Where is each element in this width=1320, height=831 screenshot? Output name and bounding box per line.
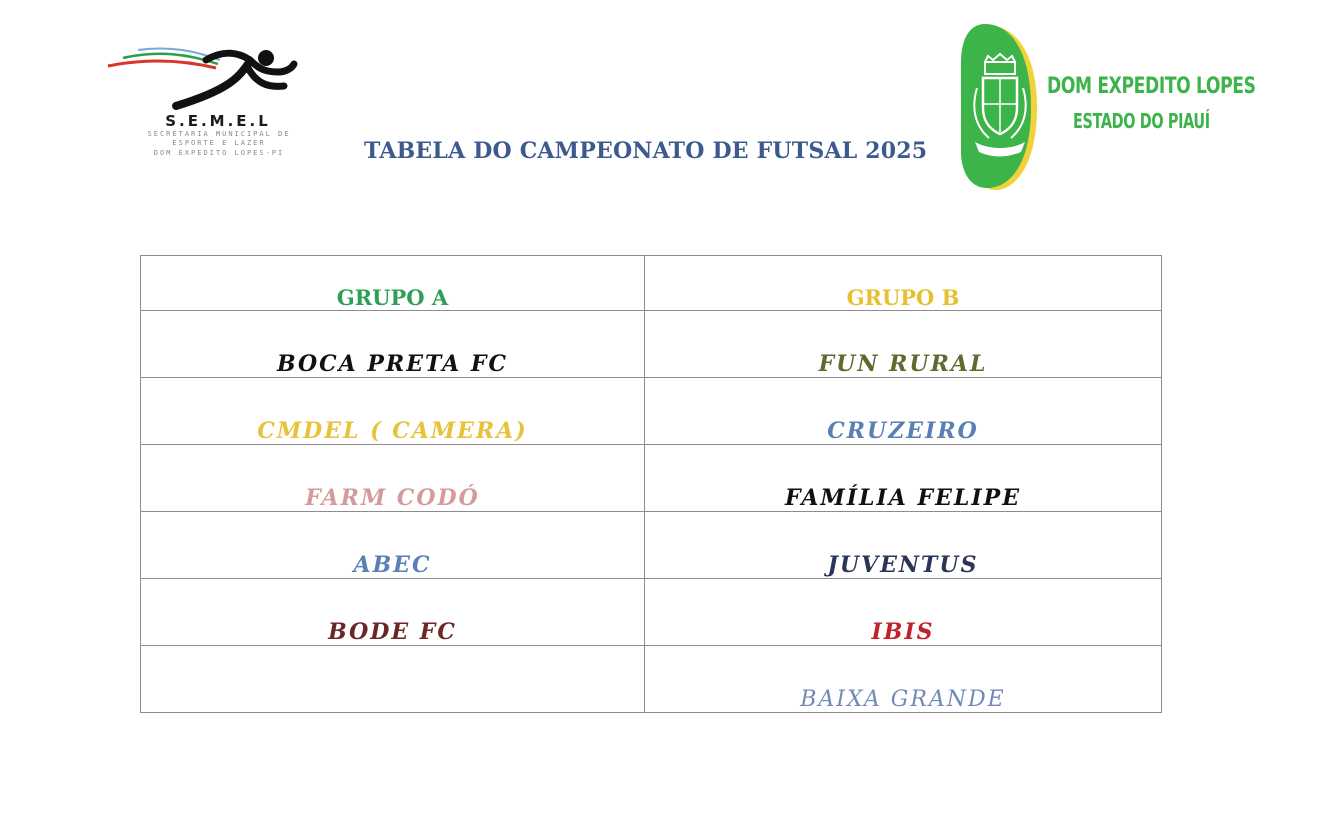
table-cell <box>141 579 645 646</box>
table-cell <box>141 311 645 378</box>
city-state: ESTADO DO PIAUÍ <box>1073 109 1210 133</box>
city-logo <box>955 22 1256 194</box>
semel-logo <box>88 38 350 166</box>
table-cell <box>645 579 1162 646</box>
table-row <box>141 646 1162 713</box>
groups-table <box>140 255 1162 713</box>
table-header-row <box>141 256 1162 311</box>
team-name: CRUZEIRO <box>827 418 979 444</box>
table-cell <box>141 378 645 445</box>
table-cell <box>141 445 645 512</box>
team-name: BAIXA GRANDE <box>800 687 1006 712</box>
team-name: ABEC <box>353 552 432 578</box>
table-cell <box>645 512 1162 579</box>
group-a-header <box>141 256 645 311</box>
semel-name: S.E.M.E.L <box>165 112 271 130</box>
table-cell <box>141 646 645 713</box>
coat-of-arms-icon <box>955 22 1045 194</box>
group-label: GRUPO B <box>846 285 960 310</box>
page-title: TABELA DO CAMPEONATO DE FUTSAL 2025 <box>364 138 928 164</box>
semel-subtitle-1: SECRETARIA MUNICIPAL DE <box>147 130 291 138</box>
table-row <box>141 311 1162 378</box>
table-row <box>141 378 1162 445</box>
team-name: FAMÍLIA FELIPE <box>785 485 1021 511</box>
group-label: GRUPO A <box>336 285 449 310</box>
table-cell <box>645 311 1162 378</box>
semel-subtitle-2: ESPORTE E LAZER <box>172 139 266 147</box>
team-name: JUVENTUS <box>827 552 979 578</box>
team-name: BOCA PRETA FC <box>276 351 509 377</box>
group-b-header <box>645 256 1162 311</box>
table-row <box>141 579 1162 646</box>
table-cell <box>645 646 1162 713</box>
team-name: CMDEL ( CAMERA) <box>257 418 528 444</box>
table-cell <box>141 512 645 579</box>
team-name: IBIS <box>871 619 935 645</box>
semel-subtitle-3: DOM EXPEDITO LOPES-PI <box>153 149 285 157</box>
table-row <box>141 445 1162 512</box>
table-row <box>141 512 1162 579</box>
city-name: DOM EXPEDITO LOPES <box>1047 74 1256 99</box>
table-cell <box>645 378 1162 445</box>
runner-icon <box>88 38 350 118</box>
team-name: BODE FC <box>328 619 457 645</box>
team-name: FUN RURAL <box>818 351 988 377</box>
table-cell <box>645 445 1162 512</box>
team-name: FARM CODÓ <box>305 485 480 511</box>
